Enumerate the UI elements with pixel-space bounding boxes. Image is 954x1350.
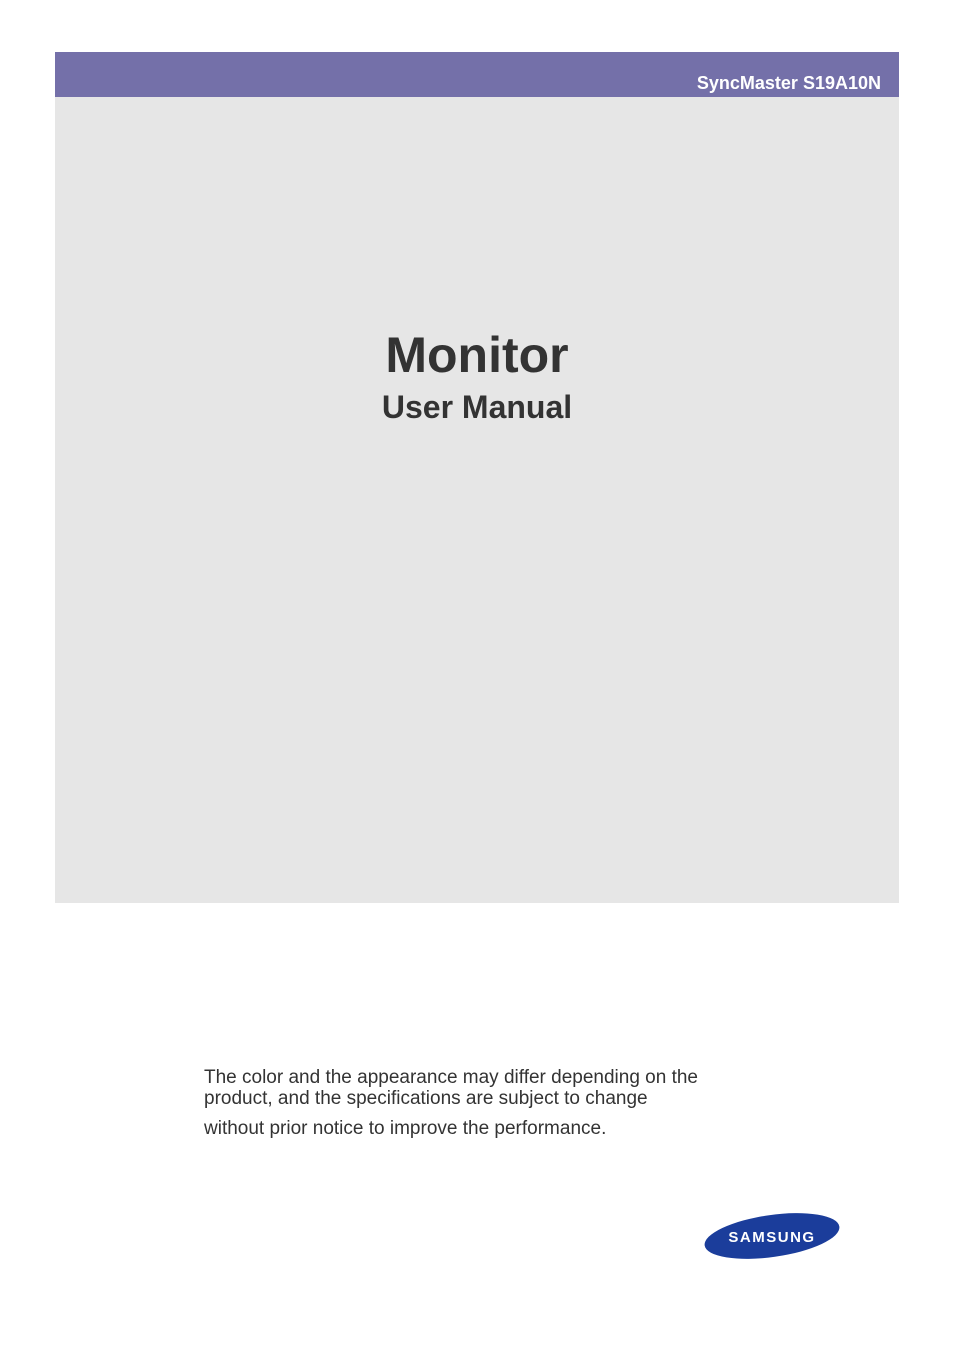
disclaimer-line: The color and the appearance may differ depending on the: [204, 1067, 698, 1088]
document-subtitle: User Manual: [381, 389, 573, 425]
header-band: [55, 52, 899, 97]
model-name: SyncMaster S19A10N: [696, 73, 881, 93]
disclaimer-line: without prior notice to improve the performance.: [204, 1118, 607, 1139]
cover-panel: [55, 97, 899, 903]
document-title: Monitor: [385, 327, 569, 383]
samsung-logo-icon: [702, 1212, 842, 1260]
disclaimer-text: [204, 1067, 804, 1140]
disclaimer-line: product, and the specifications are subject to change: [204, 1088, 648, 1109]
logo-wordmark: SAMSUNG: [728, 1229, 816, 1246]
